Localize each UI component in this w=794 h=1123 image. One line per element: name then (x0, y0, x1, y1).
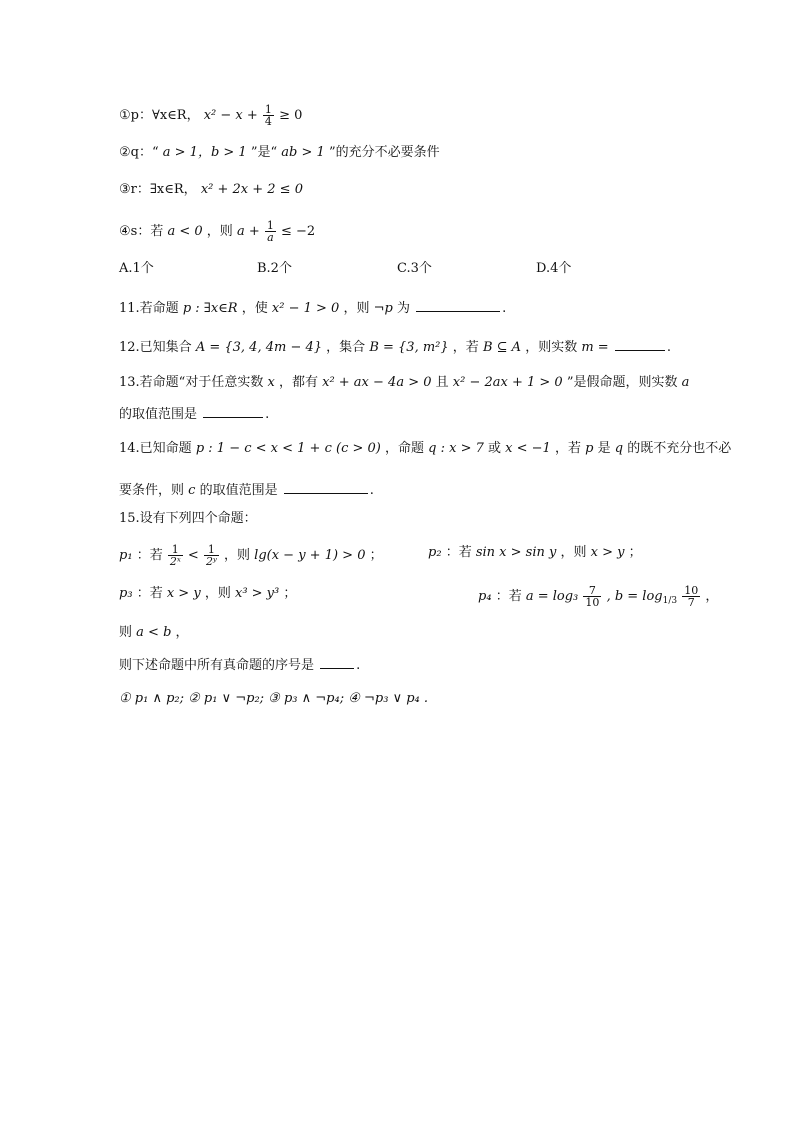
q15-p1-frac1-num: 1 (168, 544, 183, 556)
q15-p1-frac1 (168, 544, 183, 567)
q15-p1-b: ，则 (224, 548, 251, 563)
q13-line2: 的取值范围是 (119, 407, 198, 422)
q15-p1-frac1-den: 2ˣ (169, 555, 181, 568)
q15-intro: 15.设有下列四个命题： (119, 511, 257, 526)
q15-p4-frac2-num: 10 (684, 584, 699, 597)
prop2-mid: ”是“ (250, 145, 278, 160)
q15-prop-p3 (119, 585, 296, 603)
q12-text-c: ，若 (452, 340, 479, 355)
q15-p4-frac2 (682, 585, 700, 608)
q15-p4-frac1-num: 7 (583, 585, 601, 597)
q12-set-a: A = {3, 4, 4m − 4} (195, 340, 323, 355)
proposition-1 (119, 104, 302, 127)
q15-p3-end: ； (283, 586, 297, 601)
q15-choices-text: ① p₁ ∧ p₂; ② p₁ ∨ ¬p₂; ③ p₃ ∧ ¬p₄; ④ ¬p₃ ∨ p₄ . (119, 691, 429, 706)
q13-ineq1: x² + ax − 4a > 0 (322, 375, 432, 390)
q12-subset: B ⊆ A (482, 340, 522, 355)
q15-p3-label: p₃ (119, 586, 133, 601)
q15-p1-lt: < (187, 548, 199, 563)
prop1-frac-den: 4 (264, 115, 272, 128)
q13-x: x (267, 375, 275, 390)
prop2-cond: a > 1，b > 1 (162, 145, 247, 160)
prop3-expr: x² + 2x + 2 ≤ 0 (200, 182, 303, 197)
prop4-expr-a: a + (236, 224, 260, 239)
q14-text-e: 的既不充分也不必 (627, 441, 732, 456)
prop1-expr-b: ≥ 0 (279, 108, 303, 123)
q12-answer-blank[interactable] (615, 337, 665, 351)
q15-ask (119, 655, 360, 675)
q15-p4-line2-end: ， (175, 625, 189, 640)
q15-p1-label: p₁ (119, 548, 133, 563)
q14-answer-blank[interactable] (284, 480, 368, 494)
q15-p2-end: ； (628, 545, 642, 560)
question-12 (119, 337, 671, 357)
q11-text-b: ，使 (241, 301, 268, 316)
q14-line2-a: 要条件，则 (119, 483, 185, 498)
q15-ask-text: 则下述命题中所有真命题的序号是 (119, 658, 315, 673)
q13-and: 且 (435, 375, 449, 390)
q15-answer-blank[interactable] (320, 655, 354, 669)
option-b: B.2个 (257, 261, 292, 276)
proposition-2 (119, 144, 440, 162)
q14-q-expr2: x < −1 (505, 441, 551, 456)
q15-p4-line2-expr: a < b (136, 625, 172, 640)
q14-line2-b: 的取值范围是 (199, 483, 278, 498)
q15-p4-expr-a: a = log₃ (525, 589, 579, 604)
q15-p4-a: ：若 (495, 589, 522, 604)
q14-c: c (188, 483, 196, 498)
prop2-tail: ”的充分不必要条件 (328, 145, 440, 160)
q12-text-a: 12.已知集合 (119, 340, 192, 355)
option-c: C.3个 (397, 261, 432, 276)
q13-ineq2: x² − 2ax + 1 > 0 (452, 375, 563, 390)
prop4-label: ④s：若 (119, 224, 164, 239)
q15-p1-end: ； (369, 548, 383, 563)
prop2-cond2: ab > 1 (281, 145, 325, 160)
q14-or: 或 (488, 441, 502, 456)
q15-p1-a: ：若 (136, 548, 163, 563)
q12-text-b: ，集合 (326, 340, 366, 355)
prop4-cond: a < 0 (167, 224, 203, 239)
q15-p4-end: ， (705, 589, 719, 604)
q11-text-c: ，则 (343, 301, 370, 316)
q14-q-expr: q : x > 7 (428, 441, 484, 456)
q14-q: q (614, 441, 624, 456)
q11-end: . (502, 301, 507, 316)
q11-text-a: 11.若命题 (119, 301, 179, 316)
question-11 (119, 298, 506, 318)
q15-p3-a: ：若 (136, 586, 163, 601)
q13-text-a: 13.若命题“对于任意实数 (119, 375, 264, 390)
prop4-frac-num: 1 (266, 219, 274, 232)
q15-p1-frac2-den: 2ʸ (205, 555, 217, 568)
q15-p2-b: ，则 (560, 545, 587, 560)
prop4-expr-b: ≤ −2 (281, 224, 316, 239)
proposition-3 (119, 181, 303, 199)
prop1-label: ①p：∀x∈R， (119, 108, 200, 123)
q11-answer-blank[interactable] (416, 298, 500, 312)
q14-text-d: 是 (597, 441, 611, 456)
q11-p-expr: p : ∃x∈R (182, 301, 238, 316)
q15-choices (119, 690, 428, 708)
q11-ineq: x² − 1 > 0 (271, 301, 340, 316)
q14-p-expr: p : 1 − c < x < 1 + c (c > 0) (195, 441, 381, 456)
q12-m: m = (581, 340, 609, 355)
q15-prop-p2 (428, 544, 642, 562)
prop1-frac-num: 1 (264, 103, 272, 116)
q15-p1-frac2 (204, 544, 219, 567)
q15-p4-frac1 (583, 585, 601, 608)
proposition-4 (119, 220, 315, 243)
q15-prop-p4 (478, 585, 718, 610)
q12-text-d: ，则实数 (525, 340, 578, 355)
prop4-fraction (265, 220, 276, 243)
q15-p2-expr: sin x > sin y (475, 545, 557, 560)
prop2-label: ②q：“ (119, 145, 159, 160)
q15-p4-base: 1/3 (662, 596, 678, 606)
q15-p4-expr-b: , b = log (606, 589, 663, 604)
q13-answer-blank[interactable] (203, 404, 263, 418)
q15-p1-frac2-num: 1 (204, 544, 219, 556)
q11-text-d: 为 (396, 301, 410, 316)
q13-a: a (681, 375, 690, 390)
q14-text-c: ，若 (554, 441, 581, 456)
q15-p4-frac1-den: 10 (585, 596, 600, 609)
q14-p: p (585, 441, 594, 456)
q13-text-b: ，都有 (278, 375, 318, 390)
prop4-then: ，则 (206, 224, 233, 239)
q15-p3-b: ，则 (204, 586, 231, 601)
q15-prop-p4-line2 (119, 624, 189, 642)
prop1-expr-a: x² − x + (203, 108, 258, 123)
question-14-line-1 (119, 440, 731, 458)
q13-text-c: ”是假命题，则实数 (566, 375, 678, 390)
q15-ask-end: . (356, 658, 361, 673)
q12-end: . (666, 340, 671, 355)
prop4-frac-den: a (267, 231, 274, 244)
prop1-fraction (263, 104, 274, 127)
q14-end: . (369, 483, 374, 498)
prop3-label: ③r：∃x∈R， (119, 182, 197, 197)
q15-p1-expr: lg(x − y + 1) > 0 (254, 548, 366, 563)
q14-text-b: ，命题 (384, 441, 424, 456)
question-15-intro (119, 510, 257, 528)
q15-p4-frac2-den: 7 (687, 596, 695, 609)
q15-p4-label: p₄ (478, 589, 492, 604)
option-d: D.4个 (536, 261, 572, 276)
q15-p4-line2-a: 则 (119, 625, 133, 640)
q15-p2-a: ：若 (445, 545, 472, 560)
q15-p2-expr2: x > y (590, 545, 625, 560)
q14-text-a: 14.已知命题 (119, 441, 192, 456)
question-13-line-1 (119, 374, 689, 392)
q11-neg: ¬p (373, 301, 393, 316)
q13-end: . (265, 407, 270, 422)
q15-p2-label: p₂ (428, 545, 442, 560)
question-13-line-2 (119, 404, 269, 424)
question-14-line-2 (119, 480, 374, 500)
option-a: A.1个 (119, 261, 154, 276)
q15-p3-expr: x > y (166, 586, 201, 601)
q15-p3-expr2: x³ > y³ (234, 586, 280, 601)
q15-prop-p1 (119, 544, 383, 567)
q12-set-b: B = {3, m²} (369, 340, 449, 355)
